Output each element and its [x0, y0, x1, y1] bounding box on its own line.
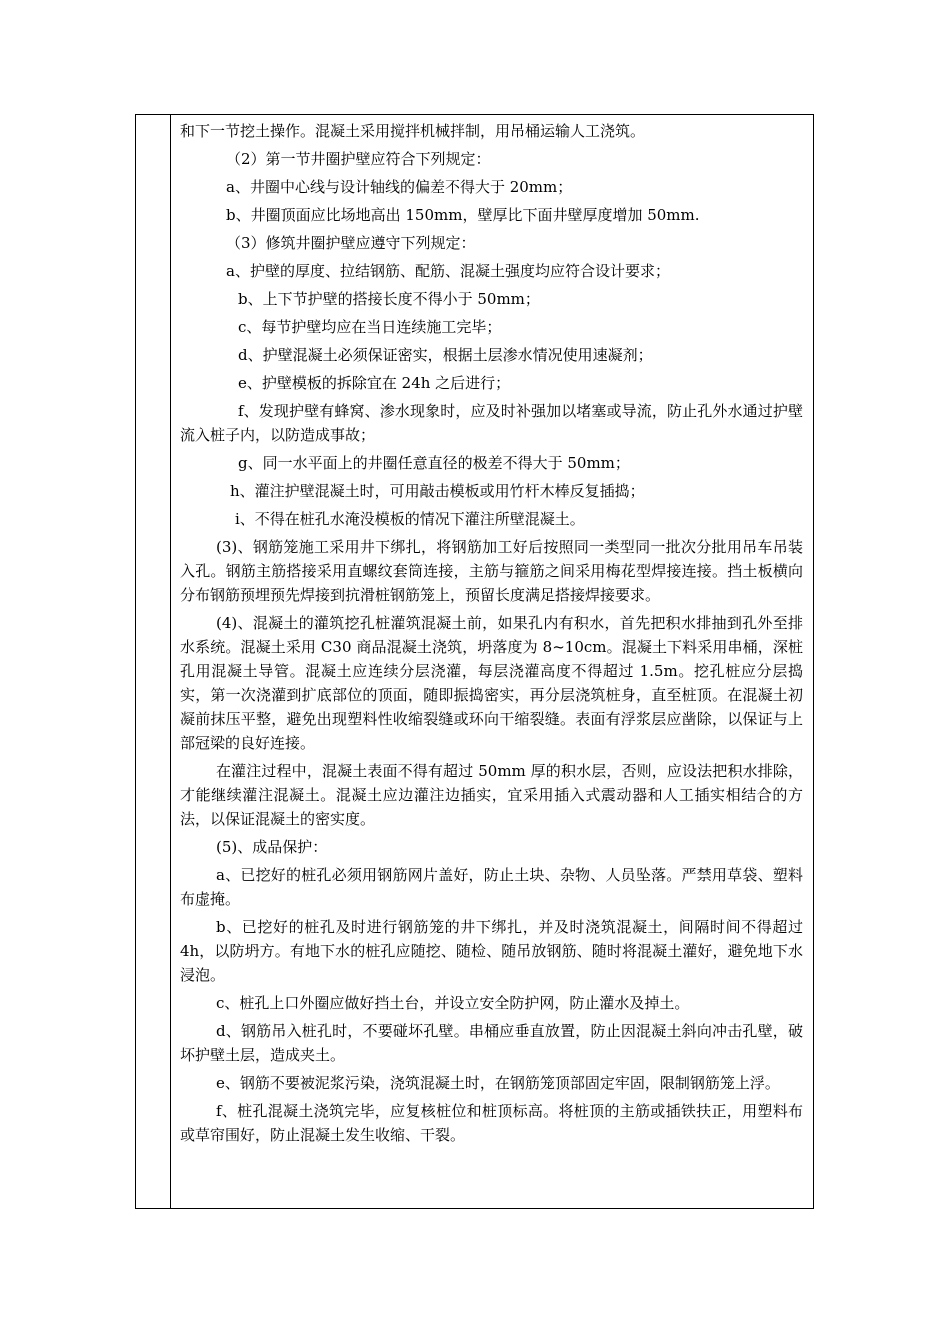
paragraph: d、钢筋吊入桩孔时，不要碰坏孔壁。串桶应垂直放置，防止因混凝土斜向冲击孔壁，破坏护壁土层，造成夹土。: [180, 1022, 803, 1064]
paragraph: (5)、成品保护：: [216, 838, 328, 856]
paragraph: a、井圈中心线与设计轴线的偏差不得大于 20mm；: [226, 178, 573, 196]
paragraph: （3）修筑井圈护壁应遵守下列规定：: [226, 234, 476, 252]
paragraph: (3)、钢筋笼施工采用井下绑扎，将钢筋加工好后按照同一类型同一批次分批用吊车吊装入孔。钢筋主筋搭接采用直螺纹套筒连接，主筋与箍筋之间采用梅花型焊接连接。挡土板横向分布钢筋预埋预先焊接到抗滑桩钢筋笼上，预留长度满足搭接焊接要求。: [180, 538, 803, 604]
paragraph: b、已挖好的桩孔及时进行钢筋笼的井下绑扎，并及时浇筑混凝土，间隔时间不得超过 4h，以防坍方。有地下水的桩孔应随挖、随检、随吊放钢筋、随时将混凝土灌好，避免地下水浸泡。: [180, 918, 803, 984]
paragraph: e、护壁模板的拆除宜在 24h 之后进行；: [238, 374, 511, 392]
paragraph: b、上下节护壁的搭接长度不得小于 50mm；: [238, 290, 540, 308]
paragraph: a、护壁的厚度、拉结钢筋、配筋、混凝土强度均应符合设计要求；: [226, 262, 670, 280]
table-content-cell: [180, 119, 803, 1147]
paragraph: g、同一水平面上的井圈任意直径的极差不得大于 50mm；: [238, 454, 630, 472]
paragraph: i、不得在桩孔水淹没模板的情况下灌注所壁混凝土。: [235, 510, 585, 528]
content-table-frame: [135, 114, 814, 1209]
paragraph: 和下一节挖土操作。混凝土采用搅拌机械拌制，用吊桶运输人工浇筑。: [180, 122, 646, 140]
paragraph: c、每节护壁均应在当日连续施工完毕；: [238, 318, 502, 336]
paragraph: 在灌注过程中，混凝土表面不得有超过 50mm 厚的积水层，否则，应设法把积水排除，才能继续灌注混凝土。混凝土应边灌注边插实，宜采用插入式震动器和人工插实相结合的方法，以保证混凝土的密实度。: [180, 762, 803, 828]
paragraph: a、已挖好的桩孔必须用钢筋网片盖好，防止土块、杂物、人员坠落。严禁用草袋、塑料布虚掩。: [180, 866, 803, 908]
paragraph: e、钢筋不要被泥浆污染，浇筑混凝土时，在钢筋笼顶部固定牢固，限制钢筋笼上浮。: [216, 1074, 780, 1092]
table-column-divider: [170, 115, 171, 1208]
paragraph: f、发现护壁有蜂窝、渗水现象时，应及时补强加以堵塞或导流，防止孔外水通过护壁流入桩子内，以防造成事故；: [180, 402, 803, 444]
paragraph: （2）第一节井圈护壁应符合下列规定：: [226, 150, 491, 168]
paragraph: h、灌注护壁混凝土时，可用敲击模板或用竹杆木棒反复插捣；: [230, 482, 645, 500]
paragraph: f、桩孔混凝土浇筑完毕，应复核桩位和桩顶标高。将桩顶的主筋或插铁扶正，用塑料布或草帘围好，防止混凝土发生收缩、干裂。: [180, 1102, 803, 1144]
paragraph: d、护壁混凝土必须保证密实，根据土层渗水情况使用速凝剂；: [238, 346, 653, 364]
paragraph: c、桩孔上口外圈应做好挡土台，并设立安全防护网，防止灌水及掉土。: [216, 994, 690, 1012]
paragraph: (4)、混凝土的灌筑挖孔桩灌筑混凝土前，如果孔内有积水，首先把积水排抽到孔外至排水系统。混凝土采用 C30 商品混凝土浇筑，坍落度为 8~10cm。混凝土下料采用串桶，深桩孔用混凝土导管。混凝土应连续分层浇灌，每层浇灌高度不得超过 1.5m。挖孔桩应分层捣实，第一次浇灌到扩底部位的顶面，随即振捣密实，再分层浇筑桩身，直至桩顶。在混凝土初凝前抹压平整，避免出现塑料性收缩裂缝或环向干缩裂缝。表面有浮浆层应凿除，以保证与上部冠梁的良好连接。: [180, 614, 803, 752]
paragraph: b、井圈顶面应比场地高出 150mm，壁厚比下面井壁厚度增加 50mm.: [226, 206, 700, 224]
